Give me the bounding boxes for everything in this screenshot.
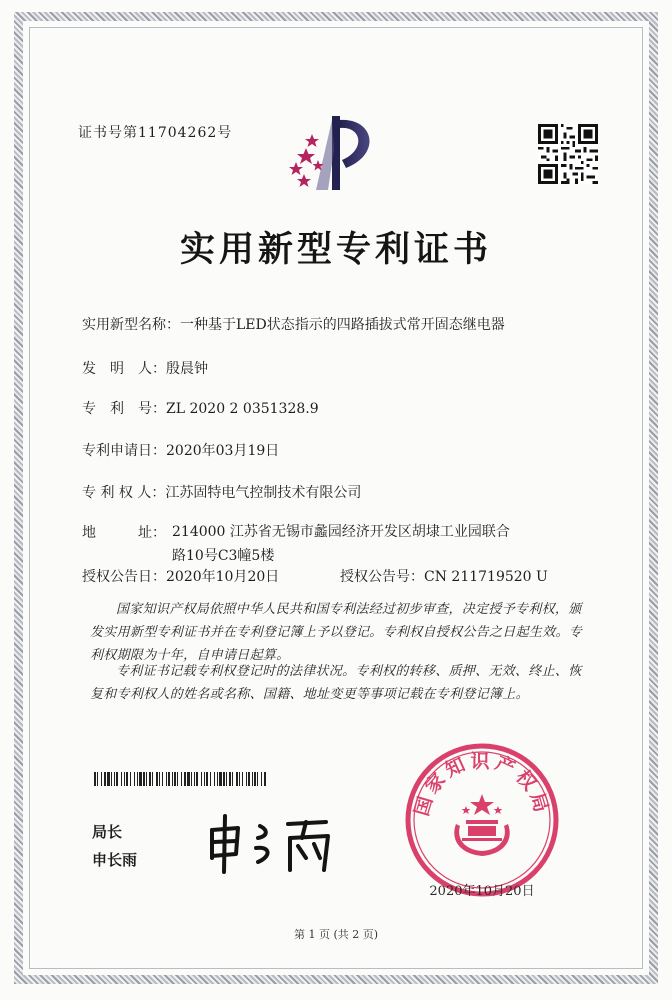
field-label: 发 明 人： — [82, 361, 166, 377]
seal-text: 国家知识产权局 — [410, 750, 554, 819]
qr-code-icon — [538, 124, 598, 184]
director-name: 申长雨 — [92, 851, 138, 869]
field-value: CN 211719520 U — [424, 569, 548, 585]
field-address-label — [82, 522, 166, 542]
field-value: 江苏固特电气控制技术有限公司 — [165, 485, 362, 501]
field-grant-number — [340, 566, 548, 586]
barcode-icon — [94, 772, 266, 786]
field-label: 实用新型名称： — [82, 317, 180, 333]
page-footer: 第 1 页 (共 2 页) — [293, 928, 379, 941]
field-value: 一种基于LED状态指示的四路插拔式常开固态继电器 — [180, 317, 505, 333]
field-grant-date — [82, 566, 279, 586]
signature-icon — [198, 808, 348, 880]
field-value: 2020年10月20日 — [166, 569, 280, 585]
field-label: 授权公告日： — [82, 569, 166, 585]
legal-status-paragraph: 专利证书记载专利权登记时的法律状况。专利权的转移、质押、无效、终止、恢复和专利权人的姓名或名称、国籍、地址变更等事项记载在专利登记簿上。 — [90, 664, 582, 702]
seal-date: 2020年10月20日 — [429, 884, 535, 899]
field-patent-number — [82, 398, 319, 418]
field-label: 专 利 号： — [82, 401, 166, 417]
director-block — [92, 818, 137, 874]
field-label: 地 址： — [82, 525, 166, 541]
field-label: 专 利 权 人： — [82, 485, 166, 501]
field-patentee — [82, 482, 361, 502]
field-utility-model-name — [82, 314, 505, 334]
field-value: 殷晨钟 — [166, 361, 208, 377]
field-filing-date — [82, 440, 279, 460]
director-title: 局长 — [92, 823, 123, 841]
cnipa-logo-icon — [282, 110, 382, 198]
field-value: ZL 2020 2 0351328.9 — [166, 401, 319, 417]
field-value: 2020年03月19日 — [166, 443, 280, 459]
field-address-value: 214000 江苏省无锡市蠡园经济开发区胡埭工业园联合路10号C3幢5楼 — [172, 524, 510, 564]
grant-statement-paragraph: 国家知识产权局依照中华人民共和国专利法经过初步审查，决定授予专利权，颁发实用新型专利证书并在专利登记簿上予以登记。专利权自授权公告之日起生效。专利权期限为十年，自申请日起算。 — [90, 602, 583, 663]
certificate-number: 证书号第11704262号 — [78, 125, 233, 141]
field-label: 授权公告号： — [340, 569, 424, 585]
certificate-title: 实用新型专利证书 — [179, 229, 492, 270]
official-seal-icon — [402, 740, 562, 900]
field-label: 专利申请日： — [82, 443, 166, 459]
field-inventor — [82, 358, 208, 378]
